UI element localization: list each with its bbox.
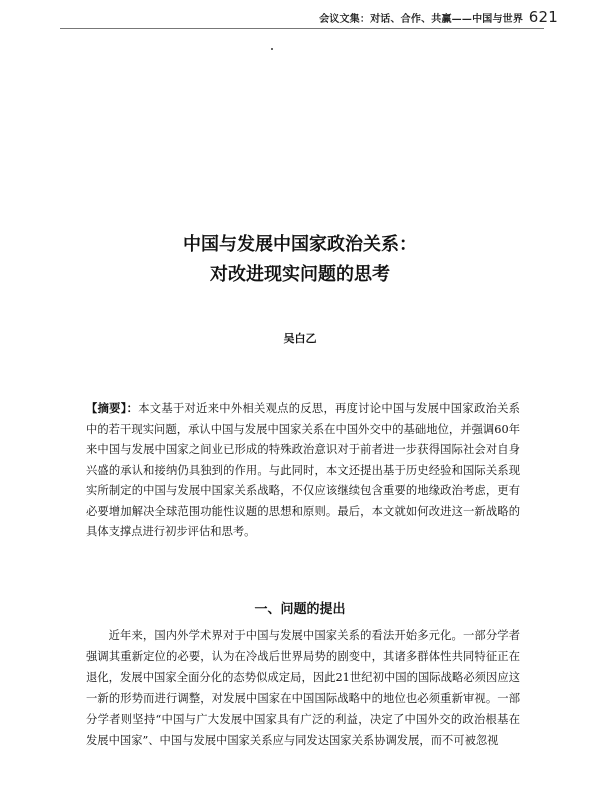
title-line-2: 对改进现实问题的思考	[210, 264, 390, 285]
section-heading: 一、问题的提出	[254, 602, 346, 617]
abstract-label: 【摘要】：	[86, 402, 139, 415]
author-name: 吴白乙	[283, 332, 317, 345]
abstract	[86, 399, 520, 543]
header-rule	[60, 28, 544, 29]
running-title: 会议文集：对话、合作、共赢——中国与世界	[319, 14, 524, 25]
scan-speck	[271, 48, 273, 50]
title-line-1: 中国与发展中国家政治关系：	[183, 234, 417, 255]
article-title	[0, 230, 600, 290]
abstract-text: 本文基于对近来中外相关观点的反思，再度讨论中国与发展中国家政治关系中的若干现实问题，承认中国与发展中国家关系在中国外交中的基础地位，并强调60年来中国与发展中国家之间业已形成的特殊政治意识对于前者进一步获得国际社会对自身兴盛的承认和接纳仍具独到的作用。与此同时，本文还提出基于历史经验和国际关系现实所制定的中国与发展中国家关系战略，不仅应该继续包含重要的地缘政治考虑，更有必要增加解决全球范围功能性议题的思想和原则。最后，本文就如何改进这一新战略的具体支撑点进行初步评估和思考。	[86, 402, 520, 538]
body-paragraph: 近年来，国内外学术界对于中国与发展中国家关系的看法开始多元化。一部分学者强调其重新定位的必要，认为在冷战后世界局势的剧变中，其诸多群体性共同特征正在退化，发展中国家全面分化的态势似成定局，因此21世纪初中国的国际战略必须因应这一新的形势而进行调整，对发展中国家在中国国际战略中的地位也必须重新审视。一部分学者则坚持“中国与广大发展中国家具有广泛的利益，决定了中国外交的政治根基在发展中国家”、中国与发展中国家关系应与同发达国家关系协调发展，而不可被忽视	[86, 629, 520, 747]
page-number: 621	[528, 8, 558, 26]
running-header	[319, 8, 558, 26]
